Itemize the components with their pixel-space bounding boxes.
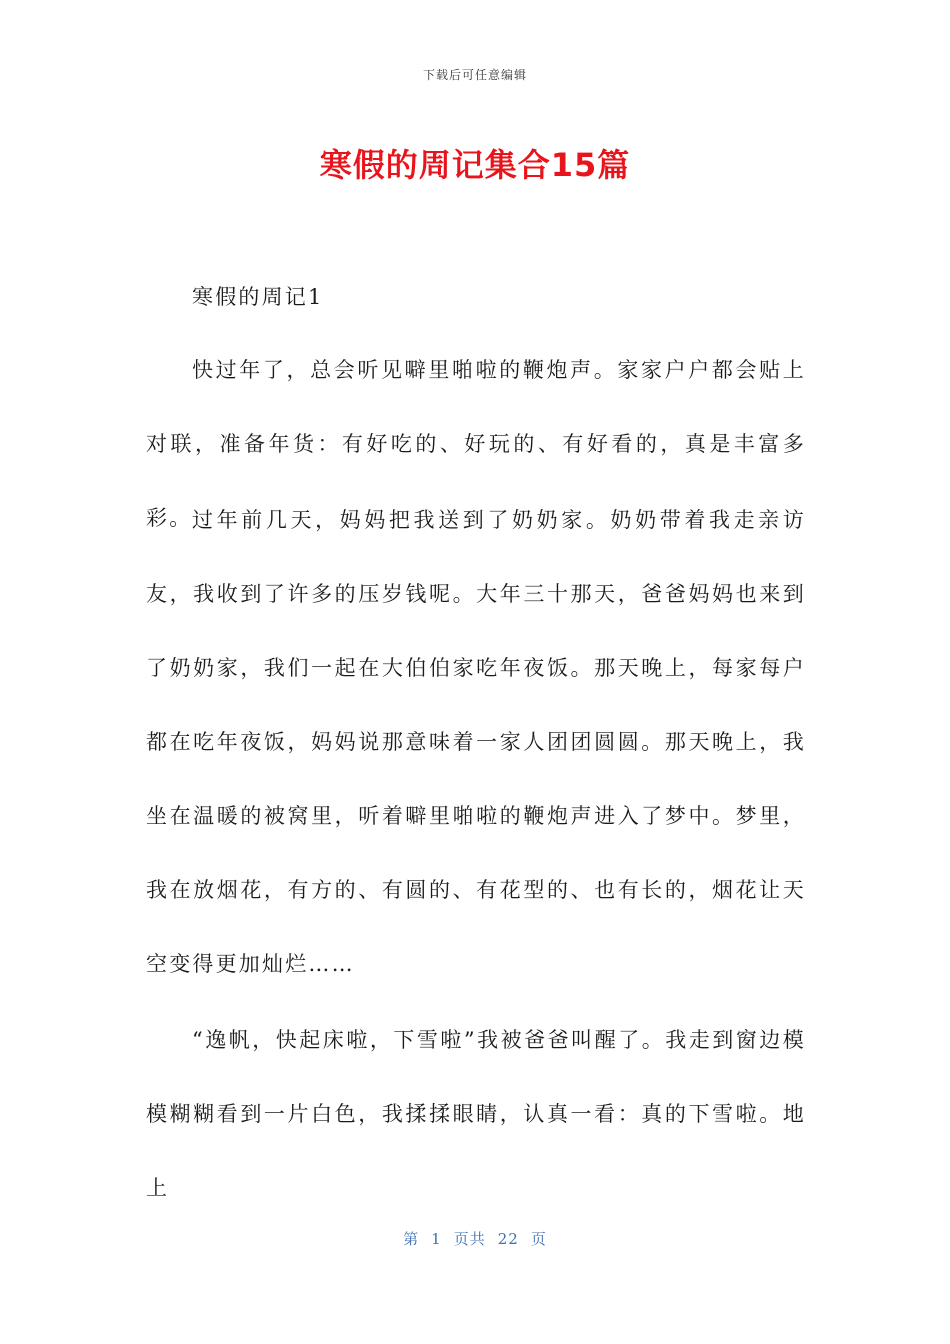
paragraph-3: “逸帆，快起床啦，下雪啦”我被爸爸叫醒了。我走到窗边模模糊糊看到一片白色，我揉揉眼睛，认真一看：真的下雪啦。地上 xyxy=(146,1028,806,1200)
paragraph-1: 快过年了，总会听见噼里啪啦的鞭炮声。家家户户都会贴上对联，准备年货：有好吃的、好玩的、有好看的，真是丰富多彩。 xyxy=(146,358,806,530)
footer-page-number: 1 xyxy=(431,1230,442,1248)
paragraph-2: 过年前几天，妈妈把我送到了奶奶家。奶奶带着我走亲访友，我收到了许多的压岁钱呢。大年三十那天，爸爸妈妈也来到了奶奶家，我们一起在大伯伯家吃年夜饭。那天晚上，每家每户都在吃年夜饭，妈妈说那意味着一家人团团圆圆。那天晚上，我坐在温暖的被窝里，听着噼里啪啦的鞭炮声进入了梦中。梦里，我在放烟花，有方的、有圆的、有花型的、也有长的，烟花让天空变得更加灿烂…… xyxy=(146,508,806,976)
page-footer xyxy=(0,1228,950,1249)
footer-page-total: 22 xyxy=(497,1230,519,1248)
footer-page-suffix: 页 xyxy=(530,1230,547,1248)
footer-page-middle: 页共 xyxy=(453,1230,486,1248)
header-note: 下载后可任意编辑 xyxy=(422,68,527,82)
document-title: 寒假的周记集合15篇 xyxy=(319,146,631,184)
section-subheading: 寒假的周记1 xyxy=(192,285,324,309)
footer-page-prefix: 第 xyxy=(403,1230,420,1248)
